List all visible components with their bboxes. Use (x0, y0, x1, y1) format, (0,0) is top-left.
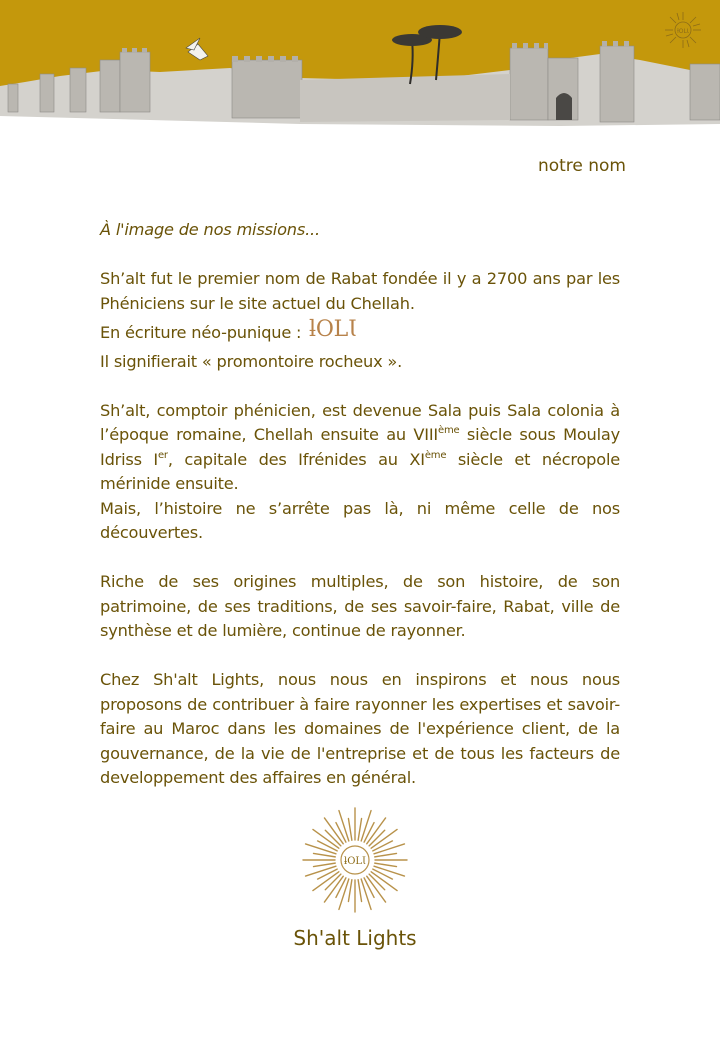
paragraph-history: Sh’alt, comptoir phénicien, est devenue Sala puis Sala colonia à l’époque romaine, Chellah ensuite au VIIIème siècle sous Moulay Idriss Ier, capitale des Ifrénides au XIème siècle et nécropole mérinide ensuite. (100, 400, 620, 493)
sun-ray (374, 844, 404, 854)
brand-name: Sh'alt Lights (293, 926, 417, 950)
logo-script-text: ƚOLƖ (344, 856, 366, 867)
meaning-line: Il signifierait « promontoire rocheux ». (100, 351, 403, 371)
sun-ray (314, 853, 336, 856)
body-text (100, 218, 620, 791)
script-line (100, 316, 620, 350)
sun-ray (339, 879, 349, 909)
paragraph-discoveries: Mais, l’histoire ne s’arrête pas là, ni même celle de nos découvertes. (100, 498, 620, 542)
sun-ray (348, 819, 351, 841)
sun-ray (358, 819, 361, 841)
paragraph-origin: Sh’alt fut le premier nom de Rabat fondée il y a 2700 ans par les Phéniciens sur le site actuel du Chellah. (100, 269, 620, 313)
header-banner (0, 0, 720, 140)
neo-punic-script-icon (305, 316, 385, 350)
sun-ray (375, 853, 397, 856)
paragraph-mission: Chez Sh'alt Lights, nous nous en inspirons et nous nous proposons de contribuer à faire rayonner les expertises et savoir-faire au Maroc dans les domaines de l'expérience client, de la gouvernance, de la vie de l'entreprise et de tous les facteurs de developpement des affaires en général. (100, 670, 620, 787)
neo-punic-script-text: ƚOLƖ (309, 317, 357, 342)
sun-ray (375, 863, 397, 866)
script-label: En écriture néo-punique : (100, 323, 302, 342)
sun-ray (306, 866, 336, 876)
sun-ray (306, 844, 336, 854)
sun-ray (361, 811, 371, 841)
paragraph-heritage: Riche de ses origines multiples, de son histoire, de son patrimoine, de ses traditions, de ses savoir-faire, Rabat, ville de synthèse et de lumière, continue de rayonner. (100, 572, 620, 640)
sun-ray (374, 866, 404, 876)
intro-line: À l'image de nos missions... (100, 220, 320, 239)
sun-ray (314, 863, 336, 866)
sun-logo-icon (290, 805, 420, 915)
section-label: notre nom (537, 156, 626, 176)
sun-ray (348, 880, 351, 902)
banner-badge-text: ƚOLƖ (677, 28, 689, 35)
sun-ray (339, 811, 349, 841)
sun-ray (358, 880, 361, 902)
sun-ray (361, 879, 371, 909)
